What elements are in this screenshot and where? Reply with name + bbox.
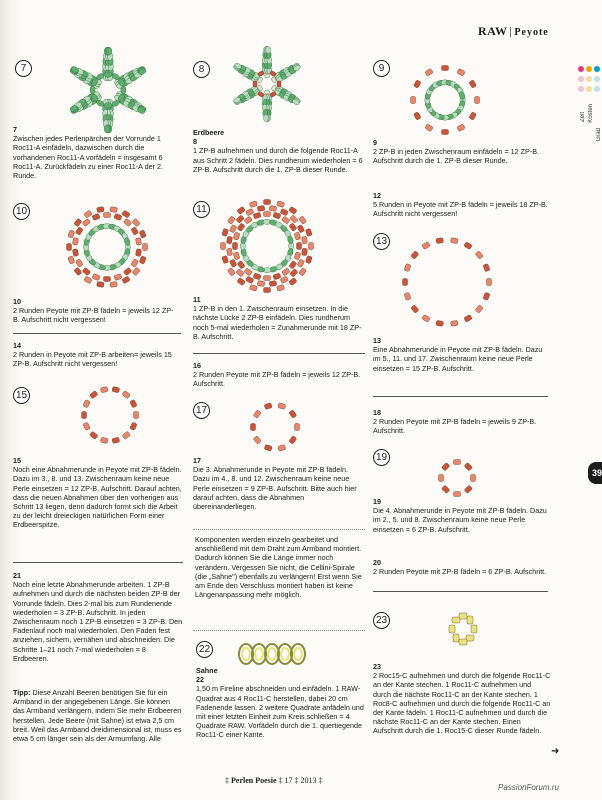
step-21-text: Noch eine letzte Abnahmerunde arbeiten. 1 ZP-B aufnehmen und durch die nächsten beiden ZP-B der Vorrunde fädeln. Dies 2-mal bis zum Rundenende wiederholen = 3 ZP-B. Aufschritt. In jeden Zwischenraum noch 1 ZP-B einsetzen = 3 ZP-B. Den Fadenlauf noch mal wiederholen. Den Faden fest anziehen, sichern, vernähen und abschneiden. Die Schritte 1–21 noch 7-mal wiederholen = 8 Erdbeeren. xyxy=(13,580,183,663)
step-circle-8: 8 xyxy=(193,61,210,78)
step-17 xyxy=(193,456,363,511)
step-11-number: 11 xyxy=(193,295,201,304)
divider xyxy=(13,562,183,563)
step-10 xyxy=(13,297,178,325)
tipp-label: Tipp: xyxy=(13,688,31,697)
step-10-number: 10 xyxy=(13,297,21,306)
legend-dot xyxy=(578,86,584,92)
step-17-number: 17 xyxy=(193,456,201,465)
step-22-text: 1,50 m Fireline abschneiden und einfädeln. 1 RAW-Quadrat aus 4 Roc11-C herstellen, dabei 20 cm Fadenende lassen. 2 weitere Quadrate anfädeln und mit einer letzten Einheit zum Kreis schließen = 4 Quadrate RAW. Vorfädeln durch die 1. quertiegende Roc11-C einer Kante. xyxy=(196,684,364,740)
step-23-number: 23 xyxy=(373,662,381,671)
step-13-text: Eine Abnahmerunde in Peyote mit ZP-B fädeln. Dazu im 5., 11. und 17. Zwischenraum keine neue Perle einsetzen = 15 ZP-B. Aufschritt. xyxy=(373,345,543,373)
step-11 xyxy=(193,295,363,341)
step-17-text: Die 3. Abnahmerunde in Peyote mit ZP-B fädeln. Dazu im 4., 8. und 12. Zwischenraum keine neue Perle einsetzen = 9 ZP-B. Aufschritt. Bitte auch hier darauf achten, dass die Abnahmen übereinanderliegen. xyxy=(193,465,357,512)
step-12-text: 5 Runden in Peyote mit ZP-B fädeln = jeweils 18 ZP-B. Aufschritt nicht vergessen! xyxy=(373,200,548,219)
step-20 xyxy=(373,558,551,576)
step-8-text: 1 ZP-B aufnehmen und durch die folgende Roc11-A aus Schritt 2 fädeln. Dies rundherum wiederholen = 6 ZP-B. Aufschritt durch die 1. ZP-B dieser Runde. xyxy=(193,146,363,174)
bead-diagram-10 xyxy=(62,202,152,292)
step-23 xyxy=(373,662,551,736)
step-22 xyxy=(196,666,366,740)
step-20-number: 20 xyxy=(373,558,381,567)
step-8 xyxy=(193,128,363,174)
step-19 xyxy=(373,497,551,534)
legend-label-zeit: Zeit xyxy=(580,112,586,123)
legend-label-grad: Grad xyxy=(596,128,602,142)
info-box-border-top xyxy=(193,529,365,530)
step-10-text: 2 Runden Peyote mit ZP-B fädeln = jeweils 12 ZP-B. Aufschritt nicht vergessen! xyxy=(13,306,174,325)
step-18-text: 2 Runden Peyote mit ZP-B fädeln = jeweils 9 ZP-B. Aufschritt. xyxy=(373,417,537,436)
bead-diagram-9 xyxy=(400,60,490,140)
step-circle-22: 22 xyxy=(196,641,213,658)
step-15 xyxy=(13,456,183,530)
step-19-number: 19 xyxy=(373,497,381,506)
step-circle-9: 9 xyxy=(373,60,390,77)
legend-dot xyxy=(594,76,600,82)
step-15-number: 15 xyxy=(13,456,21,465)
bead-diagram-8 xyxy=(222,44,312,124)
legend-dot xyxy=(586,66,592,72)
step-circle-11: 11 xyxy=(193,201,210,218)
magazine-name: Perlen Poesie xyxy=(231,776,277,785)
step-9-number: 9 xyxy=(373,138,377,147)
bead-diagram-13 xyxy=(392,232,502,332)
legend-dot xyxy=(594,66,600,72)
step-circle-7: 7 xyxy=(15,60,32,77)
step-21 xyxy=(13,571,183,663)
bead-diagram-15 xyxy=(70,380,150,450)
legend-dot xyxy=(578,66,584,72)
step-21-number: 21 xyxy=(13,571,21,580)
step-13-number: 13 xyxy=(373,336,381,345)
legend-dot xyxy=(594,86,600,92)
step-14 xyxy=(13,341,181,369)
step-19-text: Die 4. Abnahmerunde in Peyote mit ZP-B fädeln. Dazu im 2., 5. und 8. Zwischenraum keine neue Perle einsetzen = 6 ZP-B. Aufschritt. xyxy=(373,506,547,534)
page-footer: ‡ Perlen Poesie ‡ 17 ‡ 2013 ‡ xyxy=(225,776,323,785)
step-11-text: 1 ZP-B in den 1. Zwischenraum einsetzen. In die nächste Lücke 2 ZP-B einfädeln. Dies rundherum noch 5-mal wiederholen = Zunahmerunde mit 18 ZP-B. Aufschritt. xyxy=(193,304,362,341)
divider xyxy=(193,353,365,354)
step-22-number: 22 xyxy=(196,675,204,685)
step-circle-23: 23 xyxy=(373,612,390,629)
continue-arrow-icon: ➜ xyxy=(551,746,560,757)
info-box: Komponenten werden einzeln gearbeitet und anschließend mit dem Draht zum Armband montiert. Dadurch können Sie die Länge immer noch verändern. Vergessen Sie nicht, die Cellini-Spirale (die „Sahne") ebenfalls zu verlängern! Erst wenn Sie am Ende den Verschluss montiert haben ist keine Längenanpassung mehr möglich. xyxy=(195,535,362,600)
info-box-border-bottom xyxy=(193,630,365,631)
step-23-text: 2 Roc15-C aufnehmen und durch die folgende Roc11-C an der Kante stechen. 1 Roc11-C aufnehmen und durch die nächste Roc11-C an der Kante stechen. 1 Roc8-C aufnehmen und durch die folgende Roc11-C an der Kante fädeln. 1 Roc11-C aufnehmen und durch die nächste Roc11-C an der Kante stechen. Einen Aufschritt durch die 1. Roc15-C dieser Runde fädeln. xyxy=(373,671,551,736)
legend-dot xyxy=(578,76,584,82)
tipp xyxy=(13,688,183,743)
step-20-text: 2 Runden Peyote mit ZP-B fädeln = 6 ZP-B. Aufschritt. xyxy=(373,567,547,577)
step-16 xyxy=(193,361,363,389)
bead-diagram-23 xyxy=(446,610,480,650)
step-16-number: 16 xyxy=(193,361,201,370)
step-circle-10: 10 xyxy=(13,203,30,220)
step-7 xyxy=(13,125,178,180)
bead-diagram-19 xyxy=(432,456,482,500)
step-circle-15: 15 xyxy=(13,387,30,404)
divider xyxy=(373,396,548,397)
step-9 xyxy=(373,138,551,166)
divider xyxy=(373,591,548,592)
step-12-number: 12 xyxy=(373,191,381,200)
step-12 xyxy=(373,191,551,219)
page-header: RAW | Peyote xyxy=(478,24,549,38)
step-14-text: 2 Runden in Peyote mit ZP-B arbeiten= jeweils 15 ZP-B. Aufschritt nicht vergessen! xyxy=(13,350,172,369)
step-circle-13: 13 xyxy=(373,233,390,250)
bead-diagram-11 xyxy=(212,196,322,296)
header-title-peyote: Peyote xyxy=(514,27,549,38)
step-15-text: Noch eine Abnahmerunde in Peyote mit ZP-B fädeln. Dazu im 3., 8. und 13. Zwischenraum keine neue Perle einsetzen = 12 ZP-B. Aufschritt. Darauf achten, dass die neuen Abnahmen über den vorherigen aus Schritt 13 liegen, denn dadurch formt sich die Arbeit zu der leicht dreieckigen natürlichen Form einer Erdbeerspitze. xyxy=(13,465,182,530)
watermark: PassionForum.ru xyxy=(498,783,559,792)
step-16-text: 2 Runden Peyote mit ZP-B fädeln = jeweils 12 ZP-B. Aufschritt. xyxy=(193,370,361,389)
step-18 xyxy=(373,408,551,436)
step-14-number: 14 xyxy=(13,341,21,350)
step-18-number: 18 xyxy=(373,408,381,417)
step-circle-19: 19 xyxy=(373,449,390,466)
footer-page: 17 xyxy=(284,776,293,785)
step-13 xyxy=(373,336,551,373)
footer-year: 2013 xyxy=(300,776,317,785)
divider xyxy=(13,333,181,334)
header-title-raw: RAW xyxy=(478,24,508,38)
step-9-text: 2 ZP-B in jeden Zwischenraum einfädeln = 12 ZP-B. Aufschritt durch die 1. ZP-B dieser Runde. xyxy=(373,147,539,166)
step-7-text: Zwischen jedes Perlenpärchen der Vorrunde 1 Roc11-A einfädeln, dazwischen durch die vorhandenen Roc11-A vorfädeln = insgesamt 6 Roc11-A. Zurückfädeln zu einer Roc11-A der 2. Runde. xyxy=(13,134,163,181)
tipp-text: Diese Anzahl Beeren benötigen Sie für ein Armband in der angegebenen Länge. Sie können das Armband verlängern, indem Sie mehr Erdbeeren herstellen. Jede Beere (mit Sahne) ist etwa 2,5 cm breit. Weil das Armband dreidimensional ist, muss es etwa 5 cm länger sein als der Armumfang. Alle xyxy=(13,688,182,744)
legend-dot xyxy=(586,86,592,92)
step-8-number: 8 xyxy=(193,137,197,147)
erdbeere-heading: Erdbeere xyxy=(193,128,225,137)
legend-label-kosten: Kosten xyxy=(588,104,594,123)
bead-diagram-17 xyxy=(240,400,310,455)
step-circle-17: 17 xyxy=(193,402,210,419)
step-7-number: 7 xyxy=(13,125,17,134)
legend-dot xyxy=(586,76,592,82)
sahne-heading: Sahne xyxy=(196,666,218,675)
page-number-tab: 39 xyxy=(588,462,602,484)
